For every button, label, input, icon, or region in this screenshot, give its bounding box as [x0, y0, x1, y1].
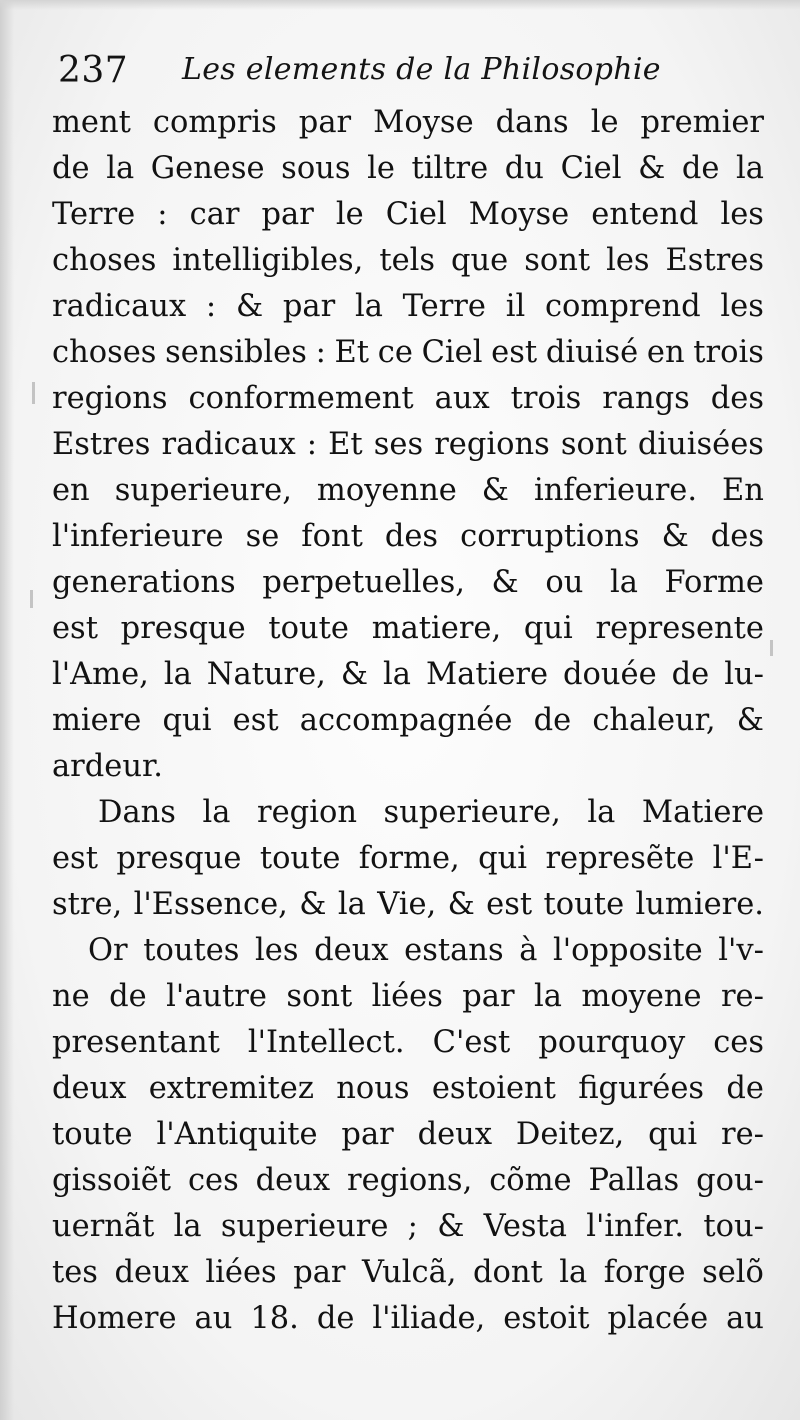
text-line: toute l'Antiquite par deux Deitez, qui re- [52, 1117, 764, 1152]
text-line: Or toutes les deux estans à l'opposite l'v- [88, 933, 764, 968]
text-line: tes deux liées par Vulcã, dont la forge selõ [52, 1255, 764, 1290]
page-shadow-top [0, 0, 800, 10]
text-line: ardeur. [52, 749, 163, 784]
running-title: Les elements de la Philosophie [182, 52, 661, 87]
text-line: choses intelligibles, tels que sont les Estres [52, 243, 764, 278]
text-line: Terre : car par le Ciel Moyse entend les [52, 197, 764, 232]
text-line: generations perpetuelles, & ou la Forme [52, 565, 764, 600]
text-line: gissoiẽt ces deux regions, cõme Pallas gou- [52, 1163, 764, 1198]
text-line: est presque toute matiere, qui represente [52, 611, 764, 646]
text-line: l'inferieure se font des corruptions & des [52, 519, 764, 554]
running-header [58, 46, 698, 102]
text-line: de la Genese sous le tiltre du Ciel & de la [52, 151, 764, 186]
margin-mark [32, 382, 35, 404]
text-line: Homere au 18. de l'iliade, estoit placée au [52, 1301, 764, 1336]
text-line: en superieure, moyenne & inferieure. En [52, 473, 764, 508]
text-line: miere qui est accompagnée de chaleur, & [52, 703, 764, 738]
text-line: regions conformement aux trois rangs des [52, 381, 764, 416]
page-shadow-left [0, 0, 14, 1420]
margin-mark [30, 590, 33, 608]
text-line: radicaux : & par la Terre il comprend les [52, 289, 764, 324]
text-line: deux extremitez nous estoient figurées de [52, 1071, 764, 1106]
text-line: ment compris par Moyse dans le premier [52, 105, 764, 140]
text-line: est presque toute forme, qui represẽte l'E- [52, 841, 764, 876]
text-line: stre, l'Essence, & la Vie, & est toute lumiere. [52, 887, 764, 922]
text-line: ne de l'autre sont liées par la moyene re- [52, 979, 764, 1014]
text-line: Dans la region superieure, la Matiere [98, 795, 764, 830]
text-line: l'Ame, la Nature, & la Matiere douée de lu- [52, 657, 764, 692]
body-text [52, 100, 764, 1342]
text-line: uernãt la superieure ; & Vesta l'infer. tou- [52, 1209, 764, 1244]
text-line: Estres radicaux : Et ses regions sont diuisées [52, 427, 764, 462]
text-line: choses sensibles : Et ce Ciel est diuisé en trois [52, 335, 764, 370]
margin-mark [770, 640, 773, 656]
text-line: presentant l'Intellect. C'est pourquoy ces [52, 1025, 764, 1060]
page-number: 237 [58, 50, 129, 91]
